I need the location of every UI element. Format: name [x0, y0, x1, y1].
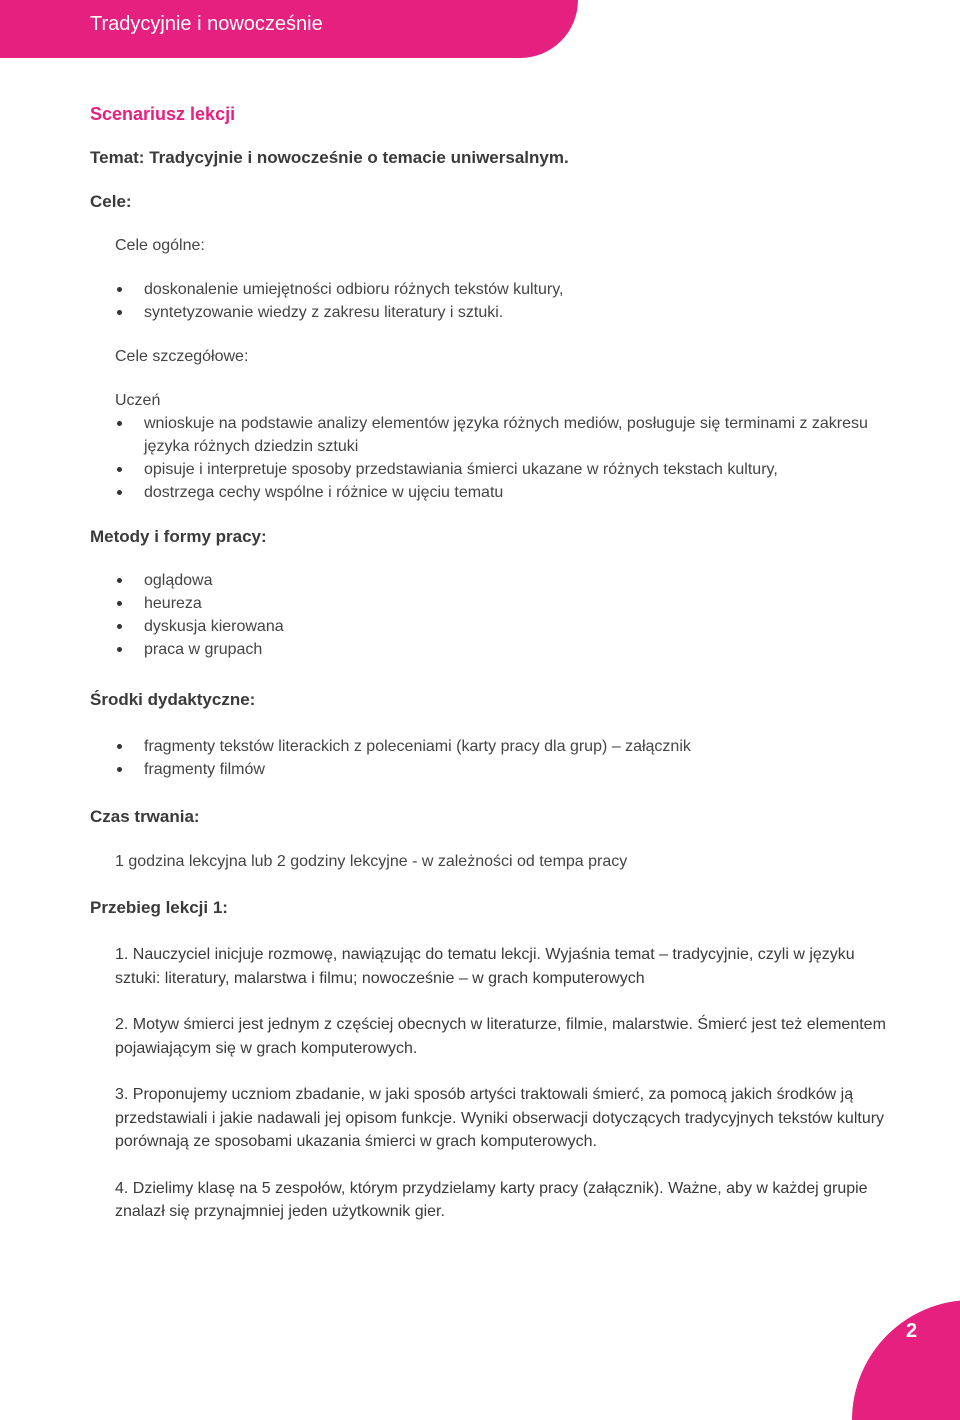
list-item: fragmenty filmów	[144, 758, 890, 781]
list-item: syntetyzowanie wiedzy z zakresu literatury i sztuki.	[144, 301, 890, 324]
list-item: dyskusja kierowana	[144, 615, 890, 638]
methods-heading: Metody i formy pracy:	[90, 527, 267, 546]
course-heading: Przebieg lekcji 1:	[90, 898, 228, 917]
list-item: oglądowa	[144, 569, 890, 592]
student-label: Uczeń	[115, 392, 161, 409]
lesson-step: 2. Motyw śmierci jest jednym z częściej obecnych w literaturze, filmie, malarstwie. Śmierć jest też elementem pojawiającym się w grach komputerowych.	[115, 1016, 886, 1057]
duration-text: 1 godzina lekcyjna lub 2 godziny lekcyjne - w zależności od tempa pracy	[115, 853, 628, 870]
document-label: Scenariusz lekcji	[90, 104, 236, 124]
list-item: fragmenty tekstów literackich z poleceniami (karty pracy dla grup) – załącznik	[144, 735, 890, 758]
list-item: wnioskuje na podstawie analizy elementów języka różnych mediów, posługuje się terminami z zakresu języka różnych dziedzin sztuki	[144, 412, 890, 458]
goals-heading: Cele:	[90, 192, 132, 211]
aids-list	[90, 735, 890, 781]
lesson-step: 3. Proponujemy uczniom zbadanie, w jaki sposób artyści traktowali śmierć, za pomocą jakich środków ją przedstawiali i jakie nadawali jej opisom funkcje. Wyniki obserwacji dotyczących tradycyjnych tekstów kultury porównają ze sposobami ukazania śmierci w grach komputerowych.	[115, 1086, 885, 1150]
list-item: praca w grupach	[144, 638, 890, 661]
duration-heading: Czas trwania:	[90, 807, 200, 826]
lesson-step: 1. Nauczyciel inicjuje rozmowę, nawiązując do tematu lekcji. Wyjaśnia temat – tradycyjnie, czyli w języku sztuki: literatury, malarstwa i filmu; nowocześnie – w grach komputerowych	[115, 946, 855, 987]
lesson-topic: Temat: Tradycyjnie i nowocześnie o temacie uniwersalnym.	[90, 148, 569, 167]
document-content	[90, 102, 890, 1224]
detailed-goals-list	[90, 412, 890, 504]
general-goals-list	[90, 278, 890, 324]
list-item: dostrzega cechy wspólne i różnice w ujęciu tematu	[144, 481, 890, 504]
header-title: Tradycyjnie i nowocześnie	[90, 13, 323, 35]
methods-list	[90, 569, 890, 661]
general-goals-label: Cele ogólne:	[115, 237, 205, 254]
list-item: heureza	[144, 592, 890, 615]
page-number: 2	[906, 1320, 918, 1342]
aids-heading: Środki dydaktyczne:	[90, 690, 256, 709]
detailed-goals-label: Cele szczegółowe:	[115, 348, 249, 365]
page-number-badge	[852, 1300, 960, 1420]
list-item: doskonalenie umiejętności odbioru różnych tekstów kultury,	[144, 278, 890, 301]
lesson-step: 4. Dzielimy klasę na 5 zespołów, którym przydzielamy karty pracy (załącznik). Ważne, aby w każdej grupie znalazł się przynajmniej jeden użytkownik gier.	[115, 1179, 868, 1220]
list-item: opisuje i interpretuje sposoby przedstawiania śmierci ukazane w różnych tekstach kultury,	[144, 458, 890, 481]
